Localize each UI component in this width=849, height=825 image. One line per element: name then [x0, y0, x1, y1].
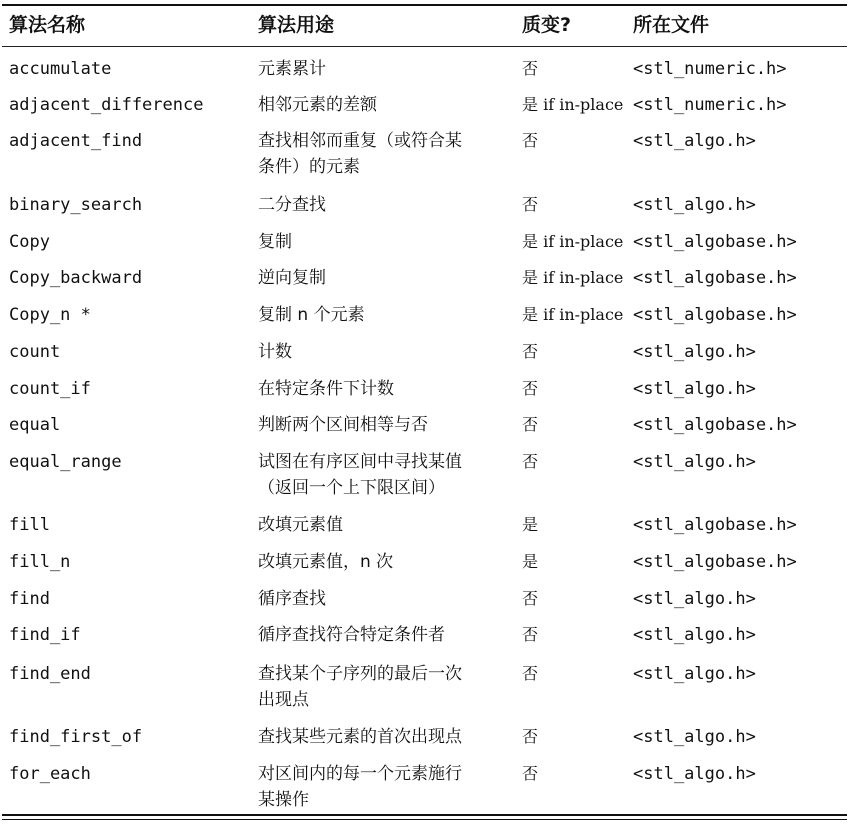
- purpose-line: （返回一个上下限区间）: [258, 478, 445, 498]
- algorithm-purpose: [258, 265, 326, 291]
- header-mutating: 质变?: [522, 14, 572, 36]
- algorithm-name: Copy_backward: [9, 268, 143, 288]
- algorithm-name: adjacent_difference: [9, 95, 204, 115]
- algorithm-purpose: [258, 622, 445, 648]
- algorithm-name: accumulate: [9, 59, 112, 79]
- mutating-flag: 是 if in-place: [522, 268, 624, 287]
- purpose-line: 二分查找: [258, 195, 326, 215]
- algorithm-purpose: [258, 449, 462, 501]
- algorithm-purpose: [258, 192, 326, 218]
- header-file-name: <stl_algobase.h>: [633, 415, 797, 435]
- header-file: 所在文件: [633, 14, 710, 36]
- algorithm-purpose: [258, 761, 462, 813]
- algorithm-name: Copy_n *: [9, 305, 91, 325]
- mutating-flag: 否: [522, 625, 539, 644]
- header-file-name: <stl_algo.h>: [633, 131, 756, 151]
- algorithm-name: equal_range: [9, 452, 122, 472]
- purpose-line: 在特定条件下计数: [258, 379, 394, 399]
- header-file-name: <stl_algobase.h>: [633, 515, 797, 535]
- header-file-name: <stl_algobase.h>: [633, 232, 797, 252]
- algorithm-name: count_if: [9, 379, 91, 399]
- mutating-flag: 否: [522, 379, 539, 398]
- purpose-line: 查找某些元素的首次出现点: [258, 727, 462, 747]
- purpose-line: 试图在有序区间中寻找某值: [258, 452, 462, 472]
- algorithm-purpose: [258, 92, 377, 118]
- purpose-line: 相邻元素的差额: [258, 95, 377, 115]
- purpose-line: 元素累计: [258, 59, 326, 79]
- purpose-line: 复制: [258, 232, 292, 252]
- algorithm-purpose: [258, 229, 292, 255]
- purpose-line: 改填元素值，n 次: [258, 552, 394, 572]
- algorithm-name: find: [9, 589, 50, 609]
- algorithm-purpose: [258, 661, 462, 713]
- header-file-name: <stl_algobase.h>: [633, 552, 797, 572]
- header-algorithm-name: 算法名称: [9, 14, 86, 36]
- algorithm-name: equal: [9, 415, 61, 435]
- mutating-flag: 否: [522, 131, 539, 150]
- mutating-flag: 是 if in-place: [522, 305, 624, 324]
- mutating-flag: 是: [522, 552, 539, 571]
- header-file-name: <stl_algobase.h>: [633, 268, 797, 288]
- purpose-line: 某操作: [258, 790, 309, 810]
- algorithm-purpose: [258, 724, 462, 750]
- mutating-flag: 否: [522, 415, 539, 434]
- header-file-name: <stl_algobase.h>: [633, 305, 797, 325]
- algorithm-name: fill: [9, 515, 50, 535]
- purpose-line: 改填元素值: [258, 515, 343, 535]
- algorithm-purpose: [258, 549, 393, 575]
- table-bottom-rule-thin: [2, 819, 847, 820]
- header-file-name: <stl_algo.h>: [633, 342, 756, 362]
- algorithm-name: find_if: [9, 625, 81, 645]
- algorithm-name: find_first_of: [9, 727, 143, 747]
- algorithm-purpose: [258, 412, 428, 438]
- mutating-flag: 是 if in-place: [522, 95, 624, 114]
- algorithm-name: fill_n: [9, 552, 71, 572]
- algorithm-name: Copy: [9, 232, 50, 252]
- purpose-line: 循序查找: [258, 589, 326, 609]
- algorithm-name: find_end: [9, 664, 91, 684]
- mutating-flag: 是: [522, 515, 539, 534]
- mutating-flag: 否: [522, 727, 539, 746]
- purpose-line: 判断两个区间相等与否: [258, 415, 428, 435]
- mutating-flag: 否: [522, 764, 539, 783]
- purpose-line: 计数: [258, 342, 292, 362]
- purpose-line: 条件）的元素: [258, 157, 360, 177]
- algorithm-purpose: [258, 586, 326, 612]
- header-file-name: <stl_numeric.h>: [633, 59, 787, 79]
- header-file-name: <stl_numeric.h>: [633, 95, 787, 115]
- purpose-line: 出现点: [258, 690, 309, 710]
- mutating-flag: 否: [522, 664, 539, 683]
- algorithm-purpose: [258, 339, 292, 365]
- header-file-name: <stl_algo.h>: [633, 379, 756, 399]
- purpose-line: 查找相邻而重复（或符合某: [258, 131, 462, 151]
- algorithm-purpose: [258, 512, 343, 538]
- algorithm-name: count: [9, 342, 61, 362]
- header-file-name: <stl_algo.h>: [633, 664, 756, 684]
- table-top-rule: [2, 4, 847, 6]
- purpose-line: 循序查找符合特定条件者: [258, 625, 445, 645]
- mutating-flag: 是 if in-place: [522, 232, 624, 251]
- table-bottom-rule: [2, 814, 847, 816]
- algorithm-purpose: [258, 302, 365, 328]
- algorithm-name: adjacent_find: [9, 131, 143, 151]
- header-file-name: <stl_algo.h>: [633, 764, 756, 784]
- header-file-name: <stl_algo.h>: [633, 452, 756, 472]
- algorithm-purpose: [258, 376, 394, 402]
- mutating-flag: 否: [522, 59, 539, 78]
- mutating-flag: 否: [522, 342, 539, 361]
- algorithm-purpose: [258, 56, 326, 82]
- purpose-line: 复制 n 个元素: [258, 305, 365, 325]
- mutating-flag: 否: [522, 195, 539, 214]
- algorithm-purpose: [258, 128, 462, 180]
- algorithm-name: for_each: [9, 764, 91, 784]
- header-file-name: <stl_algo.h>: [633, 589, 756, 609]
- mutating-flag: 否: [522, 452, 539, 471]
- purpose-line: 逆向复制: [258, 268, 326, 288]
- header-file-name: <stl_algo.h>: [633, 625, 756, 645]
- algorithm-name: binary_search: [9, 195, 143, 215]
- header-rule: [2, 46, 847, 47]
- mutating-flag: 否: [522, 589, 539, 608]
- header-file-name: <stl_algo.h>: [633, 195, 756, 215]
- header-file-name: <stl_algo.h>: [633, 727, 756, 747]
- header-algorithm-purpose: 算法用途: [258, 14, 335, 36]
- purpose-line: 查找某个子序列的最后一次: [258, 664, 462, 684]
- purpose-line: 对区间内的每一个元素施行: [258, 764, 462, 784]
